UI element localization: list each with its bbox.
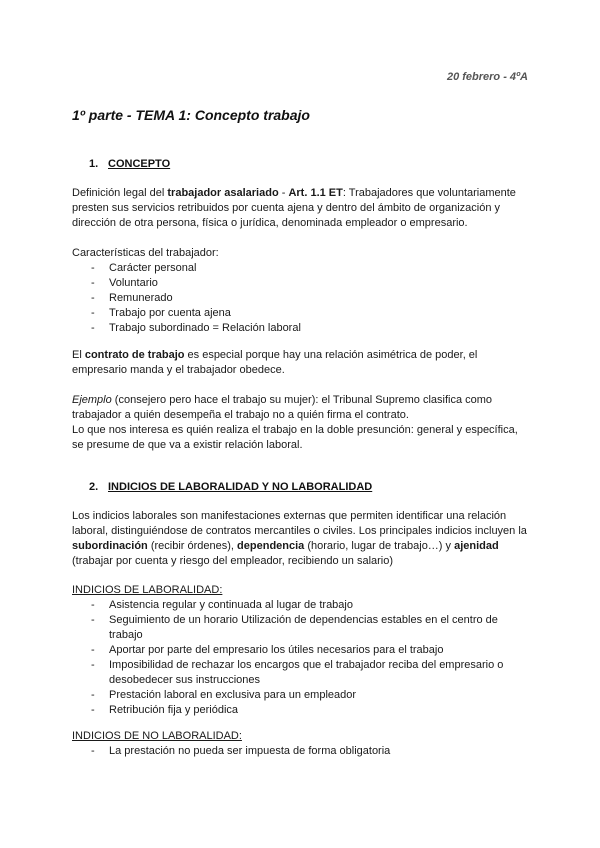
intro-bold-subordinacion: subordinación xyxy=(72,540,148,552)
definition-paragraph xyxy=(72,186,532,231)
list-item-text: Voluntario xyxy=(109,277,158,289)
dash-bullet: - xyxy=(91,644,95,656)
dash-bullet: - xyxy=(91,614,95,626)
example-text: (consejero pero hace el trabajo su mujer): el Tribunal Supremo clasifica como trabajador a quién desempeña el trabajo no a quién firma el contrato. xyxy=(72,394,493,421)
document-title: 1º parte - TEMA 1: Concepto trabajo xyxy=(72,107,310,123)
section-2-number: 2. xyxy=(89,481,99,493)
list-item xyxy=(72,613,532,643)
list-item xyxy=(72,291,532,306)
intro-bold-ajenidad: ajenidad xyxy=(454,540,499,552)
contract-bold-term: contrato de trabajo xyxy=(84,349,185,361)
contract-text-2: es especial porque hay una relación asimétrica de poder, el empresario manda y el trabajador obedece. xyxy=(72,349,478,376)
section-1-heading xyxy=(89,158,170,170)
dash-bullet: - xyxy=(91,292,95,304)
list-item xyxy=(72,261,532,276)
definition-bold-article: Art. 1.1 ET xyxy=(288,187,343,199)
intro-text-3: (horario, lugar de trabajo…) y xyxy=(304,540,455,552)
list-item-text: Aportar por parte del empresario los útiles necesarios para el trabajo xyxy=(109,644,444,656)
definition-text-1: Definición legal del xyxy=(72,187,168,199)
laboralidad-list xyxy=(72,598,532,718)
indicios-intro-paragraph xyxy=(72,509,532,569)
section-2-title: INDICIOS DE LABORALIDAD Y NO LABORALIDAD xyxy=(108,481,373,493)
list-item xyxy=(72,744,532,759)
characteristics-list xyxy=(72,261,532,336)
dash-bullet: - xyxy=(91,745,95,757)
list-item-text: Trabajo por cuenta ajena xyxy=(109,307,231,319)
list-item-text: Asistencia regular y continuada al lugar de trabajo xyxy=(109,599,353,611)
contract-text-1: El xyxy=(72,349,85,361)
dash-bullet: - xyxy=(91,689,95,701)
example-text-2: Lo que nos interesa es quién realiza el trabajo en la doble presunción: general y específica, se presume de que va a existir relación laboral. xyxy=(72,424,518,451)
intro-text-1: Los indicios laborales son manifestaciones externas que permiten identificar una relación laboral, distinguiéndose de contratos mercantiles o civiles. Los principales indicios incluyen la xyxy=(72,510,527,537)
list-item-text: Carácter personal xyxy=(109,262,197,274)
document-date: 20 febrero - 4ºA xyxy=(446,71,528,83)
contract-paragraph xyxy=(72,348,532,378)
example-italic-label: Ejemplo xyxy=(72,394,112,406)
list-item xyxy=(72,658,532,688)
definition-text-2: - xyxy=(278,187,289,199)
list-item-text: Trabajo subordinado = Relación laboral xyxy=(109,322,301,334)
dash-bullet: - xyxy=(91,704,95,716)
definition-text-3: : Trabajadores que voluntariamente presten sus servicios retribuidos por cuenta ajena y dentro del ámbito de organización y dirección de otra persona, física o jurídica, denominada empleador o empresario. xyxy=(72,187,516,229)
intro-bold-dependencia: dependencia xyxy=(237,540,305,552)
section-1-title: CONCEPTO xyxy=(108,158,171,170)
list-item-text: Retribución fija y periódica xyxy=(109,704,239,716)
intro-text-2: (recibir órdenes), xyxy=(147,540,238,552)
dash-bullet: - xyxy=(91,277,95,289)
dash-bullet: - xyxy=(91,599,95,611)
list-item-text: La prestación no pueda ser impuesta de forma obligatoria xyxy=(109,745,391,757)
section-1-number: 1. xyxy=(89,158,99,170)
list-item xyxy=(72,703,532,718)
dash-bullet: - xyxy=(91,659,95,671)
list-item xyxy=(72,598,532,613)
section-2-heading xyxy=(89,481,372,493)
laboralidad-label: INDICIOS DE LABORALIDAD: xyxy=(72,584,223,596)
characteristics-label: Características del trabajador: xyxy=(72,247,219,259)
list-item-text: Seguimiento de un horario Utilización de dependencias estables en el centro de trabajo xyxy=(109,614,498,641)
definition-bold-term: trabajador asalariado xyxy=(167,187,279,199)
no-laboralidad-list xyxy=(72,744,532,759)
list-item xyxy=(72,688,532,703)
list-item xyxy=(72,276,532,291)
list-item-text: Prestación laboral en exclusiva para un empleador xyxy=(109,689,357,701)
intro-text-4: (trabajar por cuenta y riesgo del empleador, recibiendo un salario) xyxy=(72,555,394,567)
list-item xyxy=(72,306,532,321)
dash-bullet: - xyxy=(91,262,95,274)
list-item xyxy=(72,321,532,336)
list-item-text: Imposibilidad de rechazar los encargos que el trabajador reciba del empresario o desobedecer sus instrucciones xyxy=(109,659,504,686)
list-item xyxy=(72,643,532,658)
no-laboralidad-label: INDICIOS DE NO LABORALIDAD: xyxy=(72,730,242,742)
dash-bullet: - xyxy=(91,307,95,319)
dash-bullet: - xyxy=(91,322,95,334)
example-paragraph xyxy=(72,393,532,453)
list-item-text: Remunerado xyxy=(109,292,173,304)
